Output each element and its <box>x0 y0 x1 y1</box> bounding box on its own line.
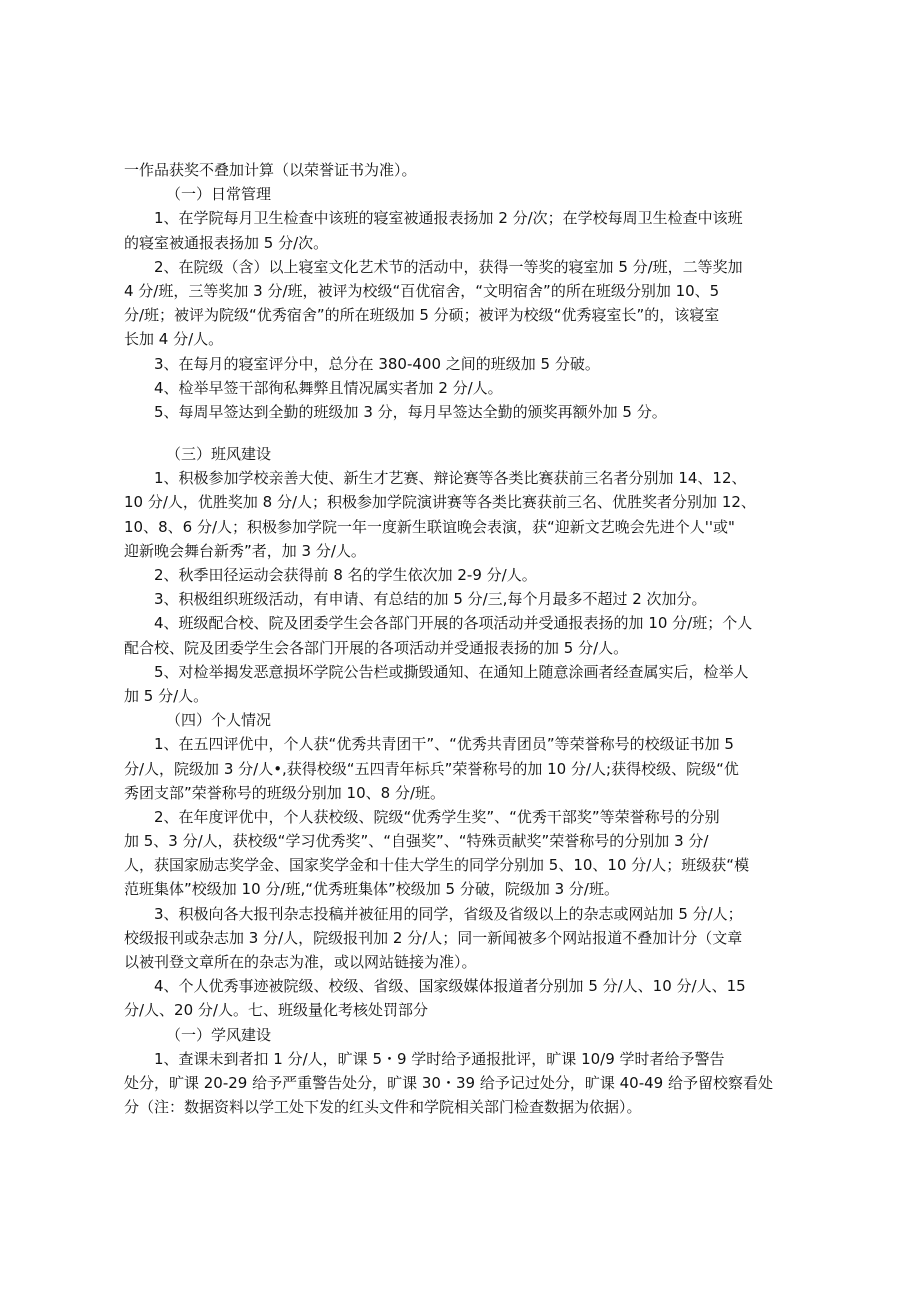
text-line: 加 5、3 分/人，获校级“学习优秀奖”、“自强奖”、“特殊贡献奖”荣誉称号的分别加 3 分/ <box>124 832 709 851</box>
section-heading: （一）日常管理 <box>166 185 272 204</box>
text-line: 10 分/人，优胜奖加 8 分/人；积极参加学院演讲赛等各类比赛获前三名、优胜奖者分别加 12、 <box>124 493 756 512</box>
document-body <box>124 158 824 1119</box>
text-line: 2、在年度评优中，个人获校级、院级“优秀学生奖”、“优秀干部奖”等荣誉称号的分别 <box>154 807 720 826</box>
text-line: 4、检举早签干部徇私舞弊且情况属实者加 2 分/人。 <box>154 378 503 397</box>
text-line: 1、积极参加学校亲善大使、新生才艺赛、辩论赛等各类比赛获前三名者分别加 14、12、 <box>154 469 747 488</box>
text-line: 1、在五四评优中，个人获“优秀共青团干”、“优秀共青团员”等荣誉称号的校级证书加 5 <box>154 735 734 754</box>
text-line: 3、积极组织班级活动，有申请、有总结的加 5 分/三,每个月最多不超过 2 次加分。 <box>154 590 707 609</box>
section-heading: （一）学风建设 <box>166 1025 272 1044</box>
text-line: 10、8、6 分/人；积极参加学院一年一度新生联谊晚会表演，获“迎新文艺晚会先进个人''或" <box>124 517 735 536</box>
text-line: 校级报刊或杂志加 3 分/人，院级报刊加 2 分/人；同一新闻被多个网站报道不叠加计分（文章 <box>124 928 743 947</box>
paragraph-gap <box>124 424 824 442</box>
text-line: 长加 4 分/人。 <box>124 330 224 349</box>
text-line: 人，获国家励志奖学金、国家奖学金和十佳大学生的同学分别加 5、10、10 分/人；班级获“模 <box>124 856 750 875</box>
text-line: 分/班；被评为院级“优秀宿舍”的所在班级加 5 分硕；被评为校级“优秀寝室长”的，该寝室 <box>124 306 720 325</box>
text-line: 1、在学院每月卫生检查中该班的寝室被通报表扬加 2 分/次；在学校每周卫生检查中该班 <box>154 209 743 228</box>
section-heading: （三）班风建设 <box>166 445 272 464</box>
text-line: 加 5 分/人。 <box>124 686 209 705</box>
text-line: 3、在每月的寝室评分中，总分在 380-400 之间的班级加 5 分破。 <box>154 354 600 373</box>
text-line: 秀团支部”荣誉称号的班级分别加 10、8 分/班。 <box>124 783 445 802</box>
text-line: 3、积极向各大报刊杂志投稿并被征用的同学，省级及省级以上的杂志或网站加 5 分/人； <box>154 904 743 923</box>
text-line: 2、在院级（含）以上寝室文化艺术节的活动中，获得一等奖的寝室加 5 分/班，二等奖加 <box>154 257 743 276</box>
text-line: 4、班级配合校、院及团委学生会各部门开展的各项活动并受通报表扬的加 10 分/班；个人 <box>154 614 753 633</box>
text-line: 1、查课未到者扣 1 分/人，旷课 5・9 学时给予通报批评，旷课 10/9 学时者给予警告 <box>154 1049 725 1068</box>
text-line: 4 分/班，三等奖加 3 分/班，被评为校级“百优宿舍，“文明宿舍”的所在班级分别加 10、5 <box>124 281 720 300</box>
text-line: 配合校、院及团委学生会各部门开展的各项活动并受通报表扬的加 5 分/人。 <box>124 638 629 657</box>
text-line: 迎新晚会舞台新秀”者，加 3 分/人。 <box>124 541 366 560</box>
section-heading: （四）个人情况 <box>166 711 272 730</box>
text-line: 5、对检举揭发恶意损坏学院公告栏或撕毁通知、在通知上随意涂画者经查属实后，检举人 <box>154 662 749 681</box>
text-line: 2、秋季田径运动会获得前 8 名的学生依次加 2-9 分/人。 <box>154 566 537 584</box>
text-line: 分/人、20 分/人。七、班级量化考核处罚部分 <box>124 1001 428 1020</box>
text-line: 以被刊登文章所在的杂志为准，或以网站链接为准）。 <box>124 953 477 971</box>
text-line: 4、个人优秀事迹被院级、校级、省级、国家级媒体报道者分别加 5 分/人、10 分/人、15 <box>154 977 746 996</box>
text-line: 分（注：数据资料以学工处下发的红头文件和学院相关部门检查数据为依据）。 <box>124 1098 642 1117</box>
text-line: 处分，旷课 20-29 给予严重警告处分，旷课 30・39 给予记过处分，旷课 40-49 给予留校察看处 <box>124 1073 773 1092</box>
text-line: 一作品获奖不叠加计算（以荣誉证书为准）。 <box>124 161 417 179</box>
text-line: 的寝室被通报表扬加 5 分/次。 <box>124 233 329 252</box>
text-line: 分/人，院级加 3 分/人•,获得校级“五四青年标兵”荣誉称号的加 10 分/人;获得校级、院级“优 <box>124 759 739 778</box>
text-line: 范班集体”校级加 10 分/班,“优秀班集体”校级加 5 分破，院级加 3 分/班。 <box>124 880 619 899</box>
text-line: 5、每周早签达到全勤的班级加 3 分，每月早签达全勤的颁奖再额外加 5 分。 <box>154 402 667 421</box>
